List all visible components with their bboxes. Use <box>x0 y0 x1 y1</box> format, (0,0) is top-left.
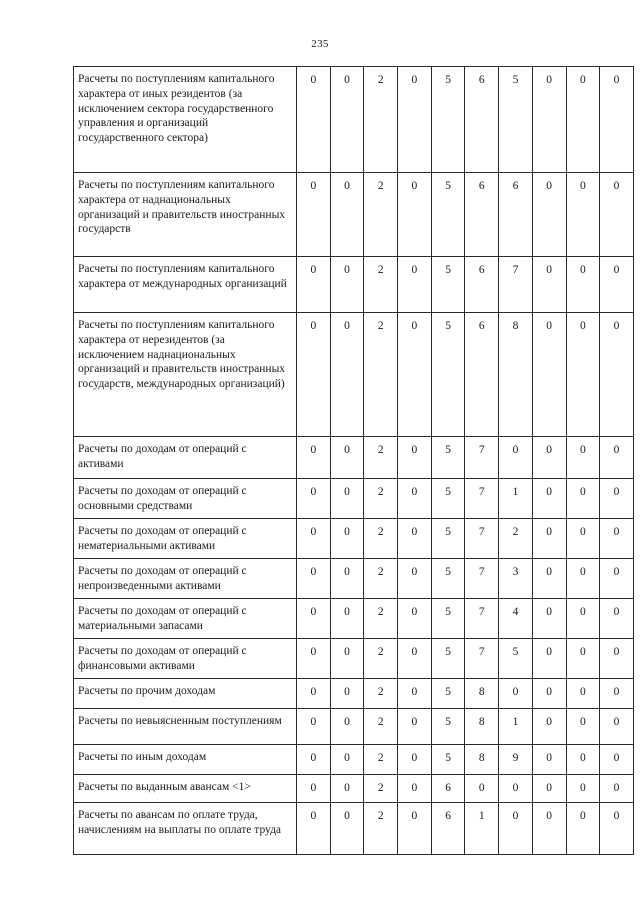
code-digit: 6 <box>465 257 499 313</box>
code-digit: 4 <box>499 599 533 639</box>
code-digit: 0 <box>600 599 634 639</box>
code-digit: 0 <box>297 519 331 559</box>
code-digit: 0 <box>566 803 600 855</box>
code-digit: 7 <box>499 257 533 313</box>
code-digit: 0 <box>532 709 566 745</box>
code-digit: 0 <box>398 519 432 559</box>
code-digit: 0 <box>330 313 364 437</box>
code-digit: 2 <box>364 173 398 257</box>
code-digit: 0 <box>330 257 364 313</box>
code-digit: 0 <box>600 709 634 745</box>
code-digit: 0 <box>566 313 600 437</box>
table-row <box>74 257 634 313</box>
code-digit: 6 <box>465 173 499 257</box>
code-digit: 0 <box>566 437 600 479</box>
code-digit: 0 <box>297 709 331 745</box>
code-digit: 0 <box>532 599 566 639</box>
code-digit: 0 <box>532 775 566 803</box>
code-digit: 2 <box>364 745 398 775</box>
code-digit: 2 <box>364 599 398 639</box>
table-row <box>74 803 634 855</box>
code-digit: 5 <box>499 639 533 679</box>
code-digit: 0 <box>566 67 600 173</box>
code-digit: 0 <box>600 67 634 173</box>
code-digit: 0 <box>566 173 600 257</box>
account-description: Расчеты по доходам от операций с материальными запасами <box>74 599 297 639</box>
code-digit: 5 <box>431 639 465 679</box>
code-digit: 0 <box>600 639 634 679</box>
code-digit: 2 <box>364 257 398 313</box>
code-digit: 0 <box>330 479 364 519</box>
code-digit: 2 <box>364 519 398 559</box>
code-digit: 0 <box>600 679 634 709</box>
code-digit: 0 <box>566 257 600 313</box>
code-digit: 0 <box>532 559 566 599</box>
code-digit: 8 <box>465 709 499 745</box>
code-digit: 0 <box>330 173 364 257</box>
code-digit: 5 <box>431 745 465 775</box>
code-digit: 0 <box>297 745 331 775</box>
code-digit: 0 <box>566 519 600 559</box>
code-digit: 0 <box>532 67 566 173</box>
code-digit: 0 <box>330 803 364 855</box>
code-digit: 5 <box>499 67 533 173</box>
code-digit: 0 <box>600 559 634 599</box>
table-row <box>74 313 634 437</box>
table-row <box>74 519 634 559</box>
code-digit: 0 <box>566 639 600 679</box>
code-digit: 0 <box>499 679 533 709</box>
code-digit: 0 <box>398 679 432 709</box>
code-digit: 0 <box>532 437 566 479</box>
code-digit: 0 <box>600 257 634 313</box>
account-description: Расчеты по поступлениям капитального характера от наднациональных организаций и правительств иностранных государств <box>74 173 297 257</box>
code-digit: 0 <box>532 745 566 775</box>
code-digit: 0 <box>330 745 364 775</box>
code-digit: 2 <box>364 639 398 679</box>
code-digit: 5 <box>431 519 465 559</box>
code-digit: 0 <box>532 639 566 679</box>
account-description: Расчеты по поступлениям капитального характера от международных организаций <box>74 257 297 313</box>
code-digit: 0 <box>297 173 331 257</box>
code-digit: 7 <box>465 479 499 519</box>
code-digit: 0 <box>532 313 566 437</box>
code-digit: 0 <box>398 803 432 855</box>
code-digit: 2 <box>364 67 398 173</box>
code-digit: 0 <box>398 257 432 313</box>
code-digit: 1 <box>499 709 533 745</box>
account-description: Расчеты по авансам по оплате труда, начислениям на выплаты по оплате труда <box>74 803 297 855</box>
code-digit: 5 <box>431 313 465 437</box>
code-digit: 5 <box>431 437 465 479</box>
code-digit: 0 <box>566 679 600 709</box>
code-digit: 0 <box>465 775 499 803</box>
code-digit: 0 <box>330 559 364 599</box>
code-digit: 0 <box>600 437 634 479</box>
code-digit: 0 <box>297 437 331 479</box>
code-digit: 6 <box>499 173 533 257</box>
code-digit: 7 <box>465 559 499 599</box>
code-digit: 0 <box>297 479 331 519</box>
code-digit: 7 <box>465 437 499 479</box>
account-description: Расчеты по прочим доходам <box>74 679 297 709</box>
code-digit: 0 <box>600 173 634 257</box>
code-digit: 5 <box>431 709 465 745</box>
code-digit: 6 <box>465 313 499 437</box>
code-digit: 0 <box>398 313 432 437</box>
code-digit: 8 <box>499 313 533 437</box>
account-description: Расчеты по доходам от операций с основными средствами <box>74 479 297 519</box>
code-digit: 0 <box>566 709 600 745</box>
code-digit: 0 <box>398 709 432 745</box>
account-description: Расчеты по доходам от операций с нематериальными активами <box>74 519 297 559</box>
code-digit: 2 <box>364 775 398 803</box>
code-digit: 1 <box>499 479 533 519</box>
code-digit: 0 <box>532 679 566 709</box>
code-digit: 0 <box>297 599 331 639</box>
account-description: Расчеты по иным доходам <box>74 745 297 775</box>
table-row <box>74 709 634 745</box>
code-digit: 8 <box>465 745 499 775</box>
account-description: Расчеты по доходам от операций с непроизведенными активами <box>74 559 297 599</box>
code-digit: 2 <box>364 437 398 479</box>
account-description: Расчеты по доходам от операций с финансовыми активами <box>74 639 297 679</box>
code-digit: 0 <box>297 257 331 313</box>
code-digit: 1 <box>465 803 499 855</box>
account-description: Расчеты по невыясненным поступлениям <box>74 709 297 745</box>
code-digit: 5 <box>431 173 465 257</box>
code-digit: 0 <box>330 639 364 679</box>
code-digit: 0 <box>330 599 364 639</box>
code-digit: 0 <box>532 519 566 559</box>
code-digit: 5 <box>431 599 465 639</box>
table-row <box>74 599 634 639</box>
code-digit: 0 <box>330 775 364 803</box>
account-codes-table <box>73 66 634 855</box>
code-digit: 0 <box>532 173 566 257</box>
code-digit: 6 <box>431 775 465 803</box>
code-digit: 0 <box>398 173 432 257</box>
code-digit: 0 <box>532 803 566 855</box>
code-digit: 0 <box>600 803 634 855</box>
code-digit: 5 <box>431 559 465 599</box>
code-digit: 2 <box>499 519 533 559</box>
code-digit: 5 <box>431 479 465 519</box>
code-digit: 2 <box>364 679 398 709</box>
code-digit: 0 <box>297 639 331 679</box>
code-digit: 0 <box>566 599 600 639</box>
code-digit: 0 <box>330 679 364 709</box>
table-row <box>74 173 634 257</box>
account-description: Расчеты по поступлениям капитального характера от нерезидентов (за исключением наднациональных организаций и правительств иностранных государств, международных организаций) <box>74 313 297 437</box>
code-digit: 0 <box>398 639 432 679</box>
table-row <box>74 559 634 599</box>
code-digit: 5 <box>431 67 465 173</box>
code-digit: 0 <box>499 437 533 479</box>
account-description: Расчеты по поступлениям капитального характера от иных резидентов (за исключением сектора государственного управления и организаций государственного сектора) <box>74 67 297 173</box>
code-digit: 5 <box>431 257 465 313</box>
table-row <box>74 639 634 679</box>
code-digit: 0 <box>600 775 634 803</box>
code-digit: 0 <box>398 67 432 173</box>
account-description: Расчеты по выданным авансам <1> <box>74 775 297 803</box>
code-digit: 0 <box>600 479 634 519</box>
code-digit: 0 <box>398 599 432 639</box>
table-body <box>74 67 634 855</box>
code-digit: 8 <box>465 679 499 709</box>
code-digit: 5 <box>431 679 465 709</box>
code-digit: 0 <box>330 437 364 479</box>
code-digit: 0 <box>499 775 533 803</box>
code-digit: 0 <box>398 745 432 775</box>
code-digit: 0 <box>330 519 364 559</box>
code-digit: 2 <box>364 313 398 437</box>
code-digit: 7 <box>465 639 499 679</box>
code-digit: 0 <box>566 479 600 519</box>
code-digit: 0 <box>398 775 432 803</box>
code-digit: 0 <box>297 313 331 437</box>
code-digit: 7 <box>465 519 499 559</box>
code-digit: 6 <box>465 67 499 173</box>
code-digit: 0 <box>499 803 533 855</box>
code-digit: 3 <box>499 559 533 599</box>
table-row <box>74 479 634 519</box>
code-digit: 0 <box>330 67 364 173</box>
code-digit: 0 <box>566 775 600 803</box>
code-digit: 0 <box>398 559 432 599</box>
code-digit: 7 <box>465 599 499 639</box>
code-digit: 2 <box>364 709 398 745</box>
table-row <box>74 437 634 479</box>
code-digit: 0 <box>398 479 432 519</box>
table-row <box>74 775 634 803</box>
code-digit: 0 <box>398 437 432 479</box>
page-number: 235 <box>311 38 329 50</box>
code-digit: 6 <box>431 803 465 855</box>
code-digit: 0 <box>600 519 634 559</box>
table-row <box>74 745 634 775</box>
code-digit: 2 <box>364 803 398 855</box>
code-digit: 0 <box>532 479 566 519</box>
code-digit: 0 <box>297 803 331 855</box>
code-digit: 0 <box>297 67 331 173</box>
code-digit: 0 <box>297 559 331 599</box>
code-digit: 0 <box>600 745 634 775</box>
code-digit: 0 <box>566 559 600 599</box>
code-digit: 0 <box>297 775 331 803</box>
table-row <box>74 67 634 173</box>
table-row <box>74 679 634 709</box>
code-digit: 0 <box>330 709 364 745</box>
code-digit: 0 <box>297 679 331 709</box>
account-description: Расчеты по доходам от операций с активами <box>74 437 297 479</box>
code-digit: 2 <box>364 479 398 519</box>
code-digit: 0 <box>566 745 600 775</box>
code-digit: 0 <box>532 257 566 313</box>
code-digit: 0 <box>600 313 634 437</box>
code-digit: 9 <box>499 745 533 775</box>
code-digit: 2 <box>364 559 398 599</box>
